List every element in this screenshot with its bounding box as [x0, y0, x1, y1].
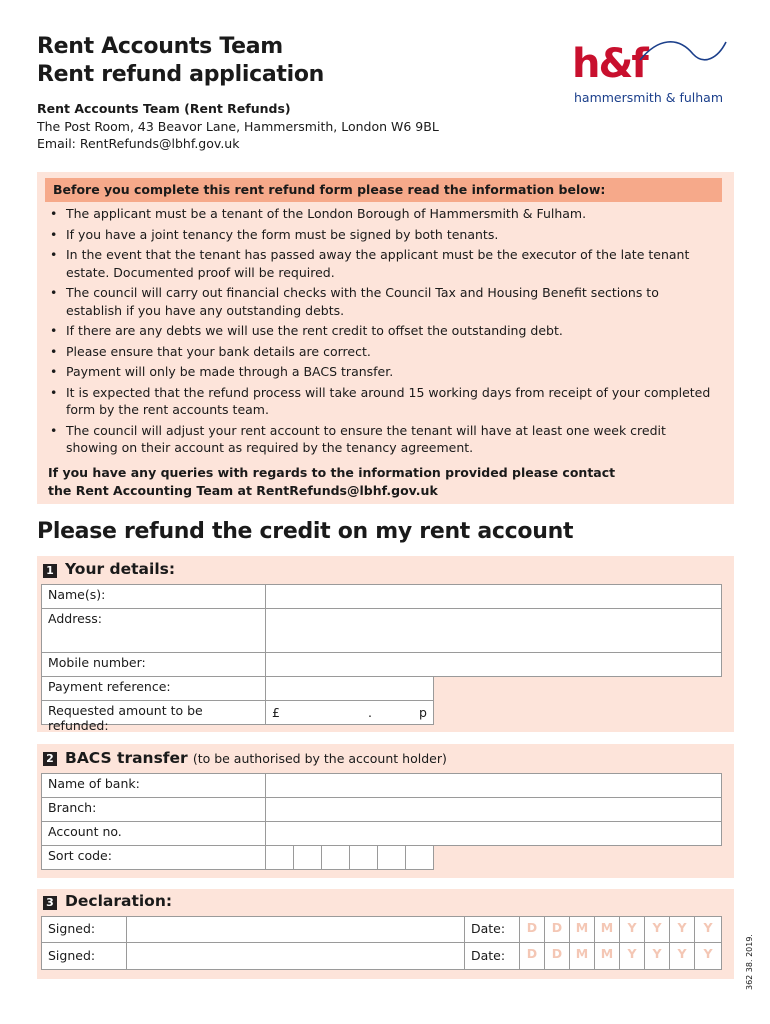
section-title-declaration: Declaration: [65, 892, 173, 910]
team-name: Rent Accounts Team (Rent Refunds) [37, 101, 291, 116]
date2-month-1[interactable]: M [569, 942, 595, 970]
page-title-line2: Rent refund application [37, 62, 325, 87]
signed-label-2-text: Signed: [48, 948, 96, 963]
section-title-bacs-row [65, 748, 447, 767]
refund-heading: Please refund the credit on my rent account [37, 519, 574, 544]
list-item: • If you have a joint tenancy the form must be signed by both tenants. [48, 226, 718, 244]
bank-field[interactable] [265, 773, 722, 798]
date2-year-1[interactable]: Y [619, 942, 645, 970]
names-label-text: Name(s): [48, 587, 106, 602]
date1-day-1[interactable]: D [519, 916, 545, 943]
branch-field[interactable] [265, 797, 722, 822]
email-address: Email: RentRefunds@lbhf.gov.uk [37, 136, 240, 151]
date1-day-2[interactable]: D [544, 916, 570, 943]
payment-ref-label [41, 676, 266, 701]
sort-code-digit-6[interactable] [405, 845, 434, 870]
contact-line-1: If you have any queries with regards to the information provided please contact [48, 465, 616, 480]
form-reference-code: 362 38. 2019. [745, 934, 754, 990]
decimal-separator: . [368, 705, 372, 720]
payment-ref-label-text: Payment reference: [48, 679, 171, 694]
address-field[interactable] [265, 608, 722, 653]
sort-code-digit-4[interactable] [349, 845, 378, 870]
list-item: • The council will adjust your rent account to ensure the tenant will have at least one week credit showing on their account as required by the tenancy agreement. [48, 422, 718, 457]
pence-symbol: p [419, 705, 427, 720]
sort-code-digit-5[interactable] [377, 845, 406, 870]
date1-year-2[interactable]: Y [644, 916, 670, 943]
date-label-2 [464, 942, 520, 970]
date2-day-2[interactable]: D [544, 942, 570, 970]
logo-swoosh-icon [638, 34, 728, 68]
section-title-details: Your details: [65, 560, 176, 578]
info-heading-bar [45, 178, 722, 202]
date2-day-1[interactable]: D [519, 942, 545, 970]
payment-ref-field[interactable] [265, 676, 434, 701]
date2-month-2[interactable]: M [594, 942, 620, 970]
date2-year-4[interactable]: Y [694, 942, 722, 970]
list-item: • In the event that the tenant has passed away the applicant must be the executor of the late tenant estate. Documented proof will be required. [48, 246, 718, 281]
list-item: • Please ensure that your bank details are correct. [48, 343, 718, 361]
section-number-1: 1 [43, 564, 57, 578]
amount-label-text: Requested amount to be refunded: [48, 703, 203, 733]
date1-year-3[interactable]: Y [669, 916, 695, 943]
date2-year-3[interactable]: Y [669, 942, 695, 970]
branch-label-text: Branch: [48, 800, 97, 815]
date2-year-2[interactable]: Y [644, 942, 670, 970]
signed-label-1-text: Signed: [48, 921, 96, 936]
section-number-3: 3 [43, 896, 57, 910]
bank-label-text: Name of bank: [48, 776, 140, 791]
page-title-line1: Rent Accounts Team [37, 34, 283, 59]
sort-code-digit-3[interactable] [321, 845, 350, 870]
date-label-1 [464, 916, 520, 943]
bank-label [41, 773, 266, 798]
sort-code-label [41, 845, 266, 870]
info-heading: Before you complete this rent refund form please read the information below: [53, 182, 606, 197]
list-item: • Payment will only be made through a BACS transfer. [48, 363, 718, 381]
date1-month-2[interactable]: M [594, 916, 620, 943]
address-label-text: Address: [48, 611, 102, 626]
date-label-1-text: Date: [471, 921, 506, 936]
logo-text: hammersmith & fulham [574, 90, 723, 105]
section-number-2: 2 [43, 752, 57, 766]
signed-label-2 [41, 942, 127, 970]
signature-field-1[interactable] [126, 916, 465, 943]
contact-line-2: the Rent Accounting Team at RentRefunds@lbhf.gov.uk [48, 482, 438, 498]
sort-code-digit-2[interactable] [293, 845, 322, 870]
sort-code-digit-1[interactable] [265, 845, 294, 870]
amount-field[interactable] [265, 700, 434, 725]
date1-year-1[interactable]: Y [619, 916, 645, 943]
section-note-bacs: (to be authorised by the account holder) [192, 751, 447, 766]
names-label [41, 584, 266, 609]
currency-symbol: £ [272, 705, 280, 720]
signed-label-1 [41, 916, 127, 943]
hf-logo: h&f [572, 41, 647, 87]
date-label-2-text: Date: [471, 948, 506, 963]
sort-code-label-text: Sort code: [48, 848, 112, 863]
postal-address: The Post Room, 43 Beavor Lane, Hammersmith, London W6 9BL [37, 119, 439, 134]
account-field[interactable] [265, 821, 722, 846]
signature-field-2[interactable] [126, 942, 465, 970]
date1-year-4[interactable]: Y [694, 916, 722, 943]
list-item: • If there are any debts we will use the rent credit to offset the outstanding debt. [48, 322, 718, 340]
mobile-label [41, 652, 266, 677]
amount-label [41, 700, 266, 733]
branch-label [41, 797, 266, 822]
date1-month-1[interactable]: M [569, 916, 595, 943]
account-label-text: Account no. [48, 824, 122, 839]
list-item: • The applicant must be a tenant of the London Borough of Hammersmith & Fulham. [48, 205, 718, 223]
contact-note [48, 464, 708, 499]
address-label [41, 608, 266, 653]
mobile-field[interactable] [265, 652, 722, 677]
list-item: • It is expected that the refund process will take around 15 working days from receipt of your completed form by the rent accounts team. [48, 384, 718, 419]
names-field[interactable] [265, 584, 722, 609]
section-title-bacs: BACS transfer [65, 749, 188, 767]
list-item: • The council will carry out financial checks with the Council Tax and Housing Benefit sections to establish if you have any outstanding debts. [48, 284, 718, 319]
mobile-label-text: Mobile number: [48, 655, 146, 670]
info-list [48, 205, 718, 460]
account-label [41, 821, 266, 846]
